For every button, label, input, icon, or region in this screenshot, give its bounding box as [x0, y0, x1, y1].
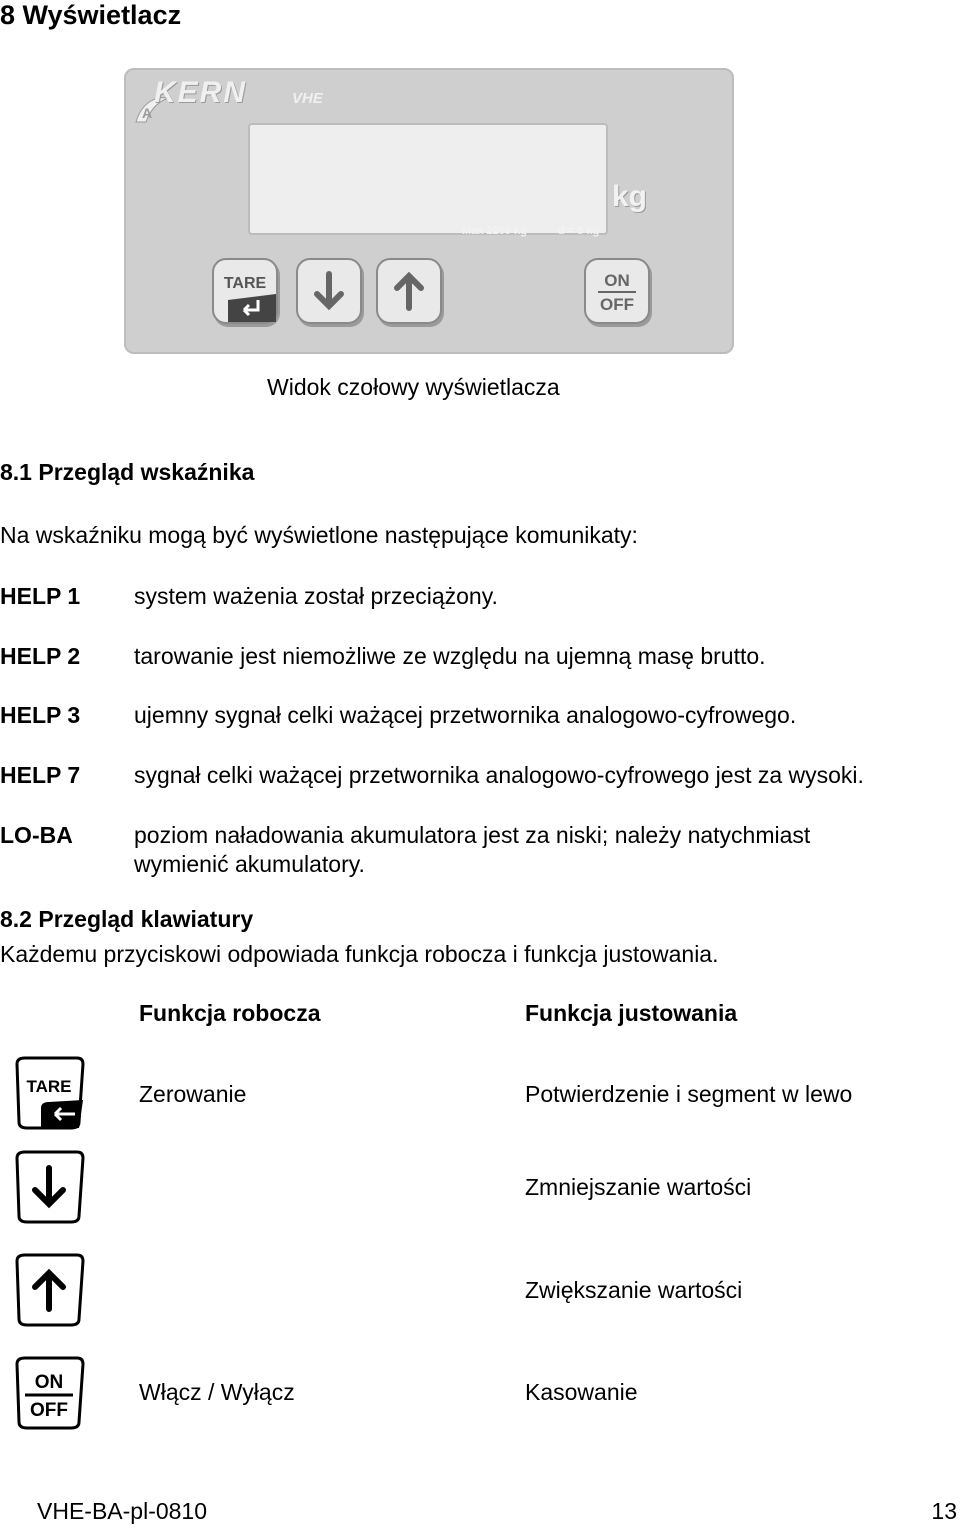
- division-label: d = 5 kg: [558, 225, 600, 237]
- svg-text:A: A: [142, 105, 153, 121]
- section-8-title: 8 Wyświetlacz: [0, 0, 182, 30]
- adjust-function: Zwiększanie wartości: [525, 1277, 743, 1303]
- adjust-function: Kasowanie: [525, 1379, 638, 1405]
- tare-key-icon: [11, 1056, 85, 1130]
- section-82-intro: Każdemu przyciskowi odpowiada funkcja robocza i funkcja justowania.: [0, 941, 719, 967]
- help-description: system ważenia został przeciążony.: [134, 583, 498, 609]
- help-description: ujemny sygnał celki ważącej przetwornika analogowo-cyfrowego.: [134, 702, 797, 728]
- help-code: HELP 3: [0, 702, 81, 728]
- display-panel-image: [124, 68, 734, 354]
- adjust-function: Potwierdzenie i segment w lewo: [525, 1081, 853, 1107]
- help-description: tarowanie jest niemożliwe ze względu na ujemną masę brutto.: [134, 643, 766, 669]
- svg-text:TARE: TARE: [26, 1077, 72, 1096]
- section-82-title: 8.2 Przegląd klawiatury: [0, 906, 254, 932]
- section-81-title: 8.1 Przegląd wskaźnika: [0, 459, 255, 485]
- work-function: Zerowanie: [139, 1081, 247, 1107]
- section-81-intro: Na wskaźniku mogą być wyświetlone następujące komunikaty:: [0, 522, 638, 548]
- unit-label: kg: [612, 180, 648, 213]
- panel-onoff-key: [584, 258, 650, 324]
- model-label: VHE: [292, 90, 323, 107]
- help-code: HELP 1: [0, 583, 81, 609]
- help-code: HELP 2: [0, 643, 81, 669]
- help-description: wymienić akumulatory.: [134, 851, 365, 877]
- adjust-function: Zmniejszanie wartości: [525, 1174, 752, 1200]
- figure-caption: Widok czołowy wyświetlacza: [267, 374, 560, 400]
- svg-text:OFF: OFF: [600, 295, 634, 314]
- help-code: LO-BA: [0, 822, 73, 848]
- arrow-up-key-icon: [11, 1253, 85, 1327]
- col-header-work: Funkcja robocza: [139, 1000, 321, 1026]
- arrow-down-icon: [298, 260, 360, 322]
- help-description: poziom naładowania akumulatora jest za niski; należy natychmiast: [134, 822, 811, 848]
- brand-label: KERN: [154, 76, 248, 109]
- panel-down-key: [296, 258, 362, 324]
- panel-up-key: [376, 258, 442, 324]
- svg-text:ON: ON: [604, 271, 630, 290]
- help-code: HELP 7: [0, 762, 81, 788]
- page-number: 13: [931, 1498, 957, 1524]
- work-function: Włącz / Wyłącz: [139, 1379, 295, 1405]
- help-description: sygnał celki ważącej przetwornika analogowo-cyfrowego jest za wysoki.: [134, 762, 864, 788]
- col-header-adjust: Funkcja justowania: [525, 1000, 738, 1026]
- document-id: VHE-BA-pl-0810: [37, 1498, 208, 1524]
- svg-text:OFF: OFF: [30, 1400, 68, 1421]
- max-capacity-label: Max 2200 kg: [462, 225, 527, 237]
- on-off-key-icon: [11, 1356, 85, 1430]
- weight-display-screen: [248, 123, 608, 235]
- arrow-down-key-icon: [11, 1150, 85, 1224]
- panel-tare-label: TARE: [223, 275, 267, 292]
- panel-tare-key: [212, 258, 278, 324]
- svg-text:ON: ON: [34, 1372, 64, 1393]
- arrow-up-icon: [378, 260, 440, 322]
